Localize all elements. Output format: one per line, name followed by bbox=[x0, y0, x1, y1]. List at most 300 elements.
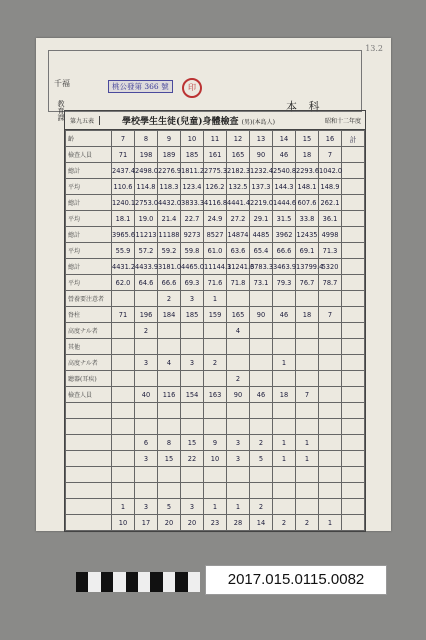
value-cell: 22 bbox=[181, 451, 204, 467]
value-cell: 66.6 bbox=[158, 275, 181, 291]
value-cell: 14874 bbox=[227, 227, 250, 243]
value-cell: 78.7 bbox=[319, 275, 342, 291]
value-cell bbox=[319, 355, 342, 371]
table-row bbox=[66, 179, 365, 195]
value-cell: 3 bbox=[135, 451, 158, 467]
value-cell: 65.4 bbox=[250, 243, 273, 259]
value-cell: 2293.6 bbox=[296, 163, 319, 179]
value-cell: 71.6 bbox=[204, 275, 227, 291]
value-cell: 1 bbox=[112, 499, 135, 515]
table-row bbox=[66, 211, 365, 227]
value-cell bbox=[250, 467, 273, 483]
value-cell bbox=[319, 403, 342, 419]
value-cell: 4465.0 bbox=[181, 259, 204, 275]
value-cell: 2 bbox=[158, 291, 181, 307]
value-cell bbox=[250, 419, 273, 435]
value-cell: 114.8 bbox=[135, 179, 158, 195]
table-row bbox=[66, 195, 365, 211]
value-cell: 12435 bbox=[296, 227, 319, 243]
total-cell bbox=[342, 211, 365, 227]
row-label: 檢查人員 bbox=[66, 147, 112, 163]
total-cell bbox=[342, 515, 365, 531]
value-cell bbox=[250, 355, 273, 371]
value-cell bbox=[273, 483, 296, 499]
value-cell: 4441.4 bbox=[227, 195, 250, 211]
table-row bbox=[66, 291, 365, 307]
value-cell bbox=[273, 291, 296, 307]
value-cell: 165 bbox=[227, 147, 250, 163]
value-cell: 1 bbox=[319, 515, 342, 531]
value-cell bbox=[204, 371, 227, 387]
value-cell bbox=[250, 291, 273, 307]
age-cell: 14 bbox=[273, 131, 296, 147]
value-cell: 66.6 bbox=[273, 243, 296, 259]
value-cell bbox=[181, 339, 204, 355]
value-cell bbox=[273, 467, 296, 483]
value-cell bbox=[273, 499, 296, 515]
value-cell bbox=[250, 371, 273, 387]
total-cell bbox=[342, 419, 365, 435]
total-cell bbox=[342, 227, 365, 243]
value-cell bbox=[112, 403, 135, 419]
value-cell bbox=[319, 371, 342, 387]
value-cell: 90 bbox=[250, 307, 273, 323]
value-cell: 21.4 bbox=[158, 211, 181, 227]
value-cell: 2 bbox=[204, 355, 227, 371]
table-row bbox=[66, 483, 365, 499]
table-title bbox=[100, 114, 297, 127]
value-cell bbox=[158, 419, 181, 435]
value-cell: 69.1 bbox=[296, 243, 319, 259]
value-cell: 2 bbox=[227, 371, 250, 387]
value-cell: 71 bbox=[112, 147, 135, 163]
value-cell: 6783.3 bbox=[250, 259, 273, 275]
value-cell: 59.2 bbox=[158, 243, 181, 259]
value-cell: 3 bbox=[181, 499, 204, 515]
table-row bbox=[66, 259, 365, 275]
value-cell: 28 bbox=[227, 515, 250, 531]
age-cell: 9 bbox=[158, 131, 181, 147]
value-cell: 6 bbox=[135, 435, 158, 451]
value-cell bbox=[112, 371, 135, 387]
value-cell: 27.2 bbox=[227, 211, 250, 227]
value-cell: 14 bbox=[250, 515, 273, 531]
value-cell bbox=[135, 371, 158, 387]
row-label: 營養要注意者 bbox=[66, 291, 112, 307]
value-cell: 24.9 bbox=[204, 211, 227, 227]
value-cell: 36.1 bbox=[319, 211, 342, 227]
total-cell bbox=[342, 243, 365, 259]
value-cell bbox=[158, 467, 181, 483]
value-cell bbox=[112, 291, 135, 307]
value-cell: 61.0 bbox=[204, 243, 227, 259]
value-cell bbox=[112, 339, 135, 355]
value-cell bbox=[181, 467, 204, 483]
value-cell: 2753.0 bbox=[135, 195, 158, 211]
value-cell: 57.2 bbox=[135, 243, 158, 259]
age-cell: 8 bbox=[135, 131, 158, 147]
value-cell bbox=[112, 323, 135, 339]
value-cell: 3 bbox=[227, 435, 250, 451]
value-cell: 73.1 bbox=[250, 275, 273, 291]
value-cell bbox=[296, 419, 319, 435]
value-cell: 165 bbox=[227, 307, 250, 323]
value-cell: 262.1 bbox=[319, 195, 342, 211]
value-cell: 55.9 bbox=[112, 243, 135, 259]
value-cell bbox=[135, 403, 158, 419]
value-cell bbox=[296, 339, 319, 355]
value-cell bbox=[135, 483, 158, 499]
form-number: 第九五表 bbox=[65, 116, 100, 125]
age-cell: 15 bbox=[296, 131, 319, 147]
row-label bbox=[66, 403, 112, 419]
value-cell: 2540.8 bbox=[273, 163, 296, 179]
value-cell: 8527 bbox=[204, 227, 227, 243]
value-cell: 5 bbox=[250, 451, 273, 467]
total-cell bbox=[342, 147, 365, 163]
table-row bbox=[66, 435, 365, 451]
value-cell: 159 bbox=[204, 307, 227, 323]
value-cell bbox=[319, 323, 342, 339]
value-cell: 63.6 bbox=[227, 243, 250, 259]
value-cell bbox=[112, 483, 135, 499]
value-cell bbox=[112, 435, 135, 451]
total-cell bbox=[342, 339, 365, 355]
value-cell bbox=[319, 451, 342, 467]
value-cell: 46 bbox=[250, 387, 273, 403]
table-row bbox=[66, 243, 365, 259]
value-cell: 198 bbox=[135, 147, 158, 163]
value-cell: 11144.3 bbox=[204, 259, 227, 275]
value-cell: 31.5 bbox=[273, 211, 296, 227]
row-label: 平均 bbox=[66, 275, 112, 291]
page-mark: 13.2 bbox=[365, 44, 383, 53]
value-cell: 11188 bbox=[158, 227, 181, 243]
value-cell bbox=[158, 483, 181, 499]
value-cell: 3 bbox=[135, 499, 158, 515]
age-cell: 16 bbox=[319, 131, 342, 147]
value-cell bbox=[204, 339, 227, 355]
total-cell bbox=[342, 291, 365, 307]
age-cell: 10 bbox=[181, 131, 204, 147]
value-cell: 13799.4 bbox=[296, 259, 319, 275]
age-label: 齡 bbox=[66, 131, 112, 147]
total-cell bbox=[342, 179, 365, 195]
total-label: 計 bbox=[342, 131, 365, 147]
value-cell: 2 bbox=[250, 499, 273, 515]
value-cell bbox=[319, 499, 342, 515]
total-cell bbox=[342, 275, 365, 291]
value-cell: 62.0 bbox=[112, 275, 135, 291]
value-cell: 123.4 bbox=[181, 179, 204, 195]
value-cell: 1042.0 bbox=[319, 163, 342, 179]
value-cell bbox=[296, 291, 319, 307]
value-cell bbox=[296, 467, 319, 483]
value-cell bbox=[296, 483, 319, 499]
value-cell: 9 bbox=[204, 435, 227, 451]
value-cell: 2182.3 bbox=[227, 163, 250, 179]
value-cell bbox=[250, 403, 273, 419]
row-label: 平均 bbox=[66, 243, 112, 259]
value-cell bbox=[181, 403, 204, 419]
value-cell: 1232.4 bbox=[250, 163, 273, 179]
total-cell bbox=[342, 387, 365, 403]
total-cell bbox=[342, 435, 365, 451]
age-cell: 7 bbox=[112, 131, 135, 147]
row-label: 脊柱 bbox=[66, 307, 112, 323]
table-title-row bbox=[65, 111, 365, 130]
value-cell: 69.3 bbox=[181, 275, 204, 291]
value-cell: 3962 bbox=[273, 227, 296, 243]
value-cell: 9273 bbox=[181, 227, 204, 243]
value-cell bbox=[181, 419, 204, 435]
value-cell: 20 bbox=[181, 515, 204, 531]
value-cell bbox=[319, 291, 342, 307]
value-cell bbox=[319, 339, 342, 355]
value-cell: 15 bbox=[158, 451, 181, 467]
value-cell bbox=[273, 323, 296, 339]
total-cell bbox=[342, 195, 365, 211]
value-cell bbox=[273, 403, 296, 419]
total-cell bbox=[342, 403, 365, 419]
title-note: (男)(本島人) bbox=[241, 118, 276, 126]
document-sheet bbox=[36, 38, 391, 531]
value-cell: 1811.2 bbox=[181, 163, 204, 179]
value-cell: 4 bbox=[227, 323, 250, 339]
table-row bbox=[66, 419, 365, 435]
total-cell bbox=[342, 259, 365, 275]
row-label bbox=[66, 483, 112, 499]
value-cell: 4 bbox=[158, 355, 181, 371]
table-row bbox=[66, 499, 365, 515]
value-cell: 137.3 bbox=[250, 179, 273, 195]
value-cell: 76.7 bbox=[296, 275, 319, 291]
row-label bbox=[66, 499, 112, 515]
value-cell: 18 bbox=[296, 147, 319, 163]
value-cell bbox=[227, 403, 250, 419]
table-row bbox=[66, 163, 365, 179]
value-cell: 126.2 bbox=[204, 179, 227, 195]
value-cell bbox=[296, 403, 319, 419]
value-cell: 189 bbox=[158, 147, 181, 163]
value-cell bbox=[319, 483, 342, 499]
total-cell bbox=[342, 163, 365, 179]
table-row bbox=[66, 355, 365, 371]
value-cell: 3 bbox=[181, 355, 204, 371]
value-cell: 1444.6 bbox=[273, 195, 296, 211]
value-cell: 163 bbox=[204, 387, 227, 403]
row-label: 高度ナル者 bbox=[66, 355, 112, 371]
age-cell: 11 bbox=[204, 131, 227, 147]
value-cell bbox=[204, 467, 227, 483]
value-cell: 1240.1 bbox=[112, 195, 135, 211]
value-cell: 46 bbox=[273, 147, 296, 163]
row-label: 總計 bbox=[66, 195, 112, 211]
value-cell: 1 bbox=[227, 499, 250, 515]
value-cell bbox=[135, 339, 158, 355]
table-row bbox=[66, 387, 365, 403]
value-cell bbox=[112, 355, 135, 371]
value-cell bbox=[158, 403, 181, 419]
value-cell: 2 bbox=[296, 515, 319, 531]
total-cell bbox=[342, 499, 365, 515]
table-row bbox=[66, 339, 365, 355]
value-cell: 1 bbox=[273, 451, 296, 467]
value-cell: 118.3 bbox=[158, 179, 181, 195]
row-label: 總計 bbox=[66, 163, 112, 179]
value-cell: 10 bbox=[204, 451, 227, 467]
value-cell bbox=[158, 371, 181, 387]
value-cell: 18.1 bbox=[112, 211, 135, 227]
value-cell bbox=[204, 323, 227, 339]
value-cell: 3 bbox=[181, 291, 204, 307]
value-cell: 4433.9 bbox=[135, 259, 158, 275]
row-label bbox=[66, 467, 112, 483]
catalog-id-label: 2017.015.0115.0082 bbox=[205, 565, 387, 595]
value-cell: 71 bbox=[112, 307, 135, 323]
value-cell: 59.8 bbox=[181, 243, 204, 259]
value-cell bbox=[204, 419, 227, 435]
value-cell: 11241.3 bbox=[227, 259, 250, 275]
table-row bbox=[66, 323, 365, 339]
value-cell: 18 bbox=[273, 387, 296, 403]
value-cell: 11213 bbox=[135, 227, 158, 243]
value-cell: 2276.9 bbox=[158, 163, 181, 179]
value-cell bbox=[227, 467, 250, 483]
value-cell bbox=[135, 419, 158, 435]
table-row bbox=[66, 451, 365, 467]
value-cell bbox=[204, 403, 227, 419]
age-cell: 12 bbox=[227, 131, 250, 147]
value-cell bbox=[112, 467, 135, 483]
value-cell: 1 bbox=[273, 355, 296, 371]
value-cell: 22.7 bbox=[181, 211, 204, 227]
value-cell: 1 bbox=[296, 451, 319, 467]
value-cell: 3181.0 bbox=[158, 259, 181, 275]
value-cell: 185 bbox=[181, 147, 204, 163]
form-kind: 千福 bbox=[54, 79, 70, 88]
value-cell: 2437.4 bbox=[112, 163, 135, 179]
value-cell bbox=[158, 323, 181, 339]
value-cell bbox=[181, 483, 204, 499]
registration-stamp: 桃公發第 366 號 bbox=[108, 80, 173, 93]
value-cell: 132.5 bbox=[227, 179, 250, 195]
value-cell: 184 bbox=[158, 307, 181, 323]
value-cell: 7 bbox=[319, 307, 342, 323]
table-row bbox=[66, 275, 365, 291]
value-cell: 15 bbox=[181, 435, 204, 451]
value-cell: 3833.3 bbox=[181, 195, 204, 211]
title-text: 學校學生生徒(兒童)身體檢查 bbox=[121, 116, 239, 127]
value-cell: 2498.0 bbox=[135, 163, 158, 179]
value-cell: 64.6 bbox=[135, 275, 158, 291]
value-cell: 1 bbox=[204, 499, 227, 515]
value-cell: 116 bbox=[158, 387, 181, 403]
value-cell bbox=[112, 419, 135, 435]
side-label: 教育課 bbox=[57, 100, 65, 121]
exam-table bbox=[64, 110, 366, 532]
table-row bbox=[66, 515, 365, 531]
value-cell: 2 bbox=[250, 435, 273, 451]
value-cell bbox=[273, 371, 296, 387]
value-cell: 1 bbox=[204, 291, 227, 307]
value-cell bbox=[135, 467, 158, 483]
value-cell: 5 bbox=[158, 499, 181, 515]
age-header-row bbox=[66, 131, 365, 147]
row-label: 平均 bbox=[66, 179, 112, 195]
row-label: 檢查人員 bbox=[66, 387, 112, 403]
value-cell: 148.1 bbox=[296, 179, 319, 195]
row-label bbox=[66, 451, 112, 467]
value-cell: 3 bbox=[227, 451, 250, 467]
value-cell bbox=[112, 451, 135, 467]
value-cell: 154 bbox=[181, 387, 204, 403]
value-cell bbox=[296, 371, 319, 387]
value-cell: 33.8 bbox=[296, 211, 319, 227]
value-cell bbox=[227, 355, 250, 371]
value-cell bbox=[319, 435, 342, 451]
table-row bbox=[66, 227, 365, 243]
table-row bbox=[66, 403, 365, 419]
value-cell bbox=[250, 339, 273, 355]
value-cell: 7 bbox=[296, 387, 319, 403]
total-cell bbox=[342, 371, 365, 387]
value-cell: 185 bbox=[181, 307, 204, 323]
value-cell: 90 bbox=[227, 387, 250, 403]
value-cell: 4998 bbox=[319, 227, 342, 243]
subject-mark: 本 科 bbox=[286, 100, 324, 113]
table-row bbox=[66, 147, 365, 163]
value-cell bbox=[250, 483, 273, 499]
value-cell: 8 bbox=[158, 435, 181, 451]
value-cell: 90 bbox=[250, 147, 273, 163]
value-cell: 7 bbox=[319, 147, 342, 163]
value-cell bbox=[135, 291, 158, 307]
row-label bbox=[66, 435, 112, 451]
row-label: 高度ナル者 bbox=[66, 323, 112, 339]
value-cell: 4485 bbox=[250, 227, 273, 243]
value-cell bbox=[319, 419, 342, 435]
value-cell bbox=[319, 387, 342, 403]
value-cell bbox=[273, 419, 296, 435]
value-cell: 20 bbox=[158, 515, 181, 531]
value-cell: 2219.0 bbox=[250, 195, 273, 211]
value-cell: 607.6 bbox=[296, 195, 319, 211]
total-cell bbox=[342, 355, 365, 371]
value-cell: 10 bbox=[112, 515, 135, 531]
color-checker bbox=[76, 572, 200, 592]
table-row bbox=[66, 307, 365, 323]
total-cell bbox=[342, 451, 365, 467]
value-cell bbox=[250, 323, 273, 339]
row-label: 其他 bbox=[66, 339, 112, 355]
value-cell: 4431.2 bbox=[112, 259, 135, 275]
value-cell: 23 bbox=[204, 515, 227, 531]
row-label bbox=[66, 419, 112, 435]
value-cell: 19.0 bbox=[135, 211, 158, 227]
title-year: 昭和十二年度 bbox=[324, 117, 361, 125]
age-cell: 13 bbox=[250, 131, 273, 147]
row-label: 平均 bbox=[66, 211, 112, 227]
value-cell bbox=[181, 371, 204, 387]
value-cell: 161 bbox=[204, 147, 227, 163]
total-cell bbox=[342, 323, 365, 339]
value-cell: 110.6 bbox=[112, 179, 135, 195]
row-label: 總計 bbox=[66, 259, 112, 275]
value-cell: 40 bbox=[135, 387, 158, 403]
value-cell: 18 bbox=[296, 307, 319, 323]
value-cell: 3 bbox=[135, 355, 158, 371]
